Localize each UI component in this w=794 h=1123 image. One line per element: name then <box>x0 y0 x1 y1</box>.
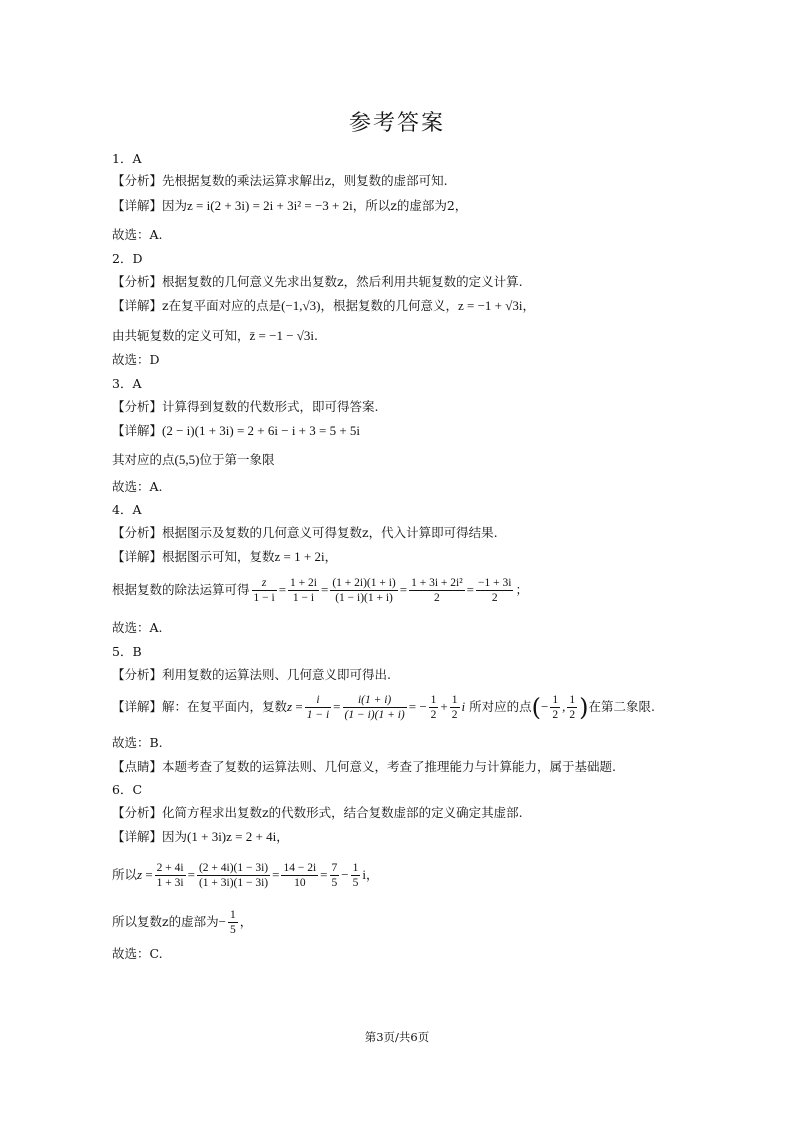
q5-point-y <box>567 693 577 722</box>
q2-line2-math: z̄ = −1 − √3i <box>249 328 315 343</box>
q4-f2-den: 1 − i <box>292 592 315 604</box>
q6-detail <box>112 828 289 846</box>
q4-fraction-1 <box>252 576 277 605</box>
q4-detail-text-b: ， <box>324 549 338 564</box>
analysis-label: 【分析】 <box>112 173 163 188</box>
detail-label: 【详解】 <box>112 829 163 844</box>
q4-fraction-2 <box>288 576 319 605</box>
q6-line3-text-a: 所以复数z的虚部为 <box>112 914 219 929</box>
q6-f4-den: 5 <box>331 877 338 889</box>
q6-line3-text-b: ， <box>239 914 253 929</box>
q5-detail-text-c: 在第二象限. <box>588 699 655 714</box>
detail-label: 【详解】 <box>112 699 163 714</box>
analysis-label: 【分析】 <box>112 274 163 289</box>
q6-analysis <box>112 804 523 822</box>
q6-f2-num: (2 + 4i)(1 − 3i) <box>198 862 269 874</box>
analysis-label: 【分析】 <box>112 667 163 682</box>
q5-detail-text-a: 解：在复平面内，复数 <box>162 699 288 714</box>
q4-analysis <box>112 524 498 542</box>
q2-detail-text-a: z在复平面对应的点是 <box>162 298 282 313</box>
q4-detail <box>112 548 337 566</box>
q6-fraction-4 <box>330 861 340 890</box>
q4-line2-text-a: 根据复数的除法运算可得 <box>112 582 250 597</box>
q1-head: 1．A <box>112 151 142 166</box>
q6-detail-math: (1 + 3i)z = 2 + 4i <box>187 829 277 844</box>
q5-analysis <box>112 666 391 684</box>
q4-choose: 故选：A. <box>112 620 163 635</box>
q2-analysis <box>112 273 523 291</box>
comment-label: 【点睛】 <box>112 759 163 774</box>
q3-line2-point: (5,5) <box>174 452 200 467</box>
q5-fraction-1 <box>305 693 331 722</box>
q4-f4-den: 2 <box>434 592 440 604</box>
q3-line2-text-a: 其对应的点 <box>112 452 175 467</box>
q6-f3-num: 14 − 2i <box>283 862 317 874</box>
q5-fraction-3 <box>429 693 439 722</box>
detail-label: 【详解】 <box>112 298 163 313</box>
q3-analysis-text: 计算得到复数的代数形式，即可得答案. <box>162 399 379 414</box>
q5-fraction-4 <box>450 693 460 722</box>
q6-f4-num: 7 <box>331 862 338 874</box>
q4-f4-num: 1 + 3i + 2i² <box>411 577 463 589</box>
q5-f3-den: 2 <box>430 709 437 721</box>
q4-f1-num: z <box>252 576 277 591</box>
q2-detail-text-b: ，根据复数的几何意义， <box>320 298 458 313</box>
q5-point-x <box>550 693 560 722</box>
q3-analysis <box>112 398 379 416</box>
q6-f6-num: 1 <box>229 909 236 921</box>
detail-label: 【详解】 <box>112 198 163 213</box>
q6-f1-den: 1 + 3i <box>156 877 184 889</box>
q5-detail: 【详解】解：在复平面内，复数z = $\frac{i}{1 - i}$ = $\frac{i(1 + i)}{(1 - i)(1 + i)}$ = − $\frac{1}{2}$ + $\frac{1}{2}$ i 所对应的点(− $\frac{1}{2}$ , $\frac{1}{2}$ )在第二象限. <box>112 693 655 722</box>
q1-detail-math: z = i(2 + 3i) = 2i + 3i² = −3 + 2i <box>187 198 353 213</box>
q2-detail-text-c: ， <box>522 298 536 313</box>
q6-line3: 所以复数z的虚部为− $\frac{1}{5}$ ， <box>112 909 253 936</box>
q6-f3-den: 10 <box>294 877 306 889</box>
q6-f5-num: 1 <box>352 862 359 874</box>
q5-f3-num: 1 <box>430 694 437 706</box>
analysis-label: 【分析】 <box>112 805 163 820</box>
q5-detail-text-b: 所对应的点 <box>469 699 532 714</box>
q5-comment <box>112 758 616 776</box>
q6-line2: 所以z = $\frac{2 + 4i}{1 + 3i}$ = $\frac{(2 + 4i)(1 - 3i)}{(1 + 3i)(1 - 3i)}$ = $\frac{14 - 2i}{10}$ = $\frac{7}{5}$ − $\frac{1}{5}$ i， <box>112 862 379 889</box>
q6-detail-text-a: 因为 <box>162 829 188 844</box>
q2-detail <box>112 297 535 315</box>
q6-fraction-1 <box>155 861 186 890</box>
q1-detail-text-b: ，所以z的虚部为2， <box>352 198 468 213</box>
q3-line2-text-b: 位于第一象限 <box>199 452 275 467</box>
q1-analysis <box>112 172 448 190</box>
q1-detail-text-a: 因为 <box>162 198 188 213</box>
q5-head: 5．B <box>112 644 142 659</box>
q2-line2 <box>112 327 318 345</box>
q4-analysis-text: 根据图示及复数的几何意义可得复数z，代入计算即可得结果. <box>162 525 498 540</box>
q2-choose: 故选：D <box>112 352 160 367</box>
q6-analysis-text: 化简方程求出复数z的代数形式，结合复数虚部的定义确定其虚部. <box>162 805 523 820</box>
analysis-label: 【分析】 <box>112 525 163 540</box>
q4-f1-den: 1 − i <box>253 592 275 604</box>
q6-head: 6．C <box>112 782 143 797</box>
q3-head: 3．A <box>112 376 142 391</box>
q5-f2-den: (1 − i)(1 + i) <box>344 709 405 721</box>
q5-choose: 故选：B. <box>112 735 163 750</box>
q5-py-num: 1 <box>569 694 576 706</box>
q2-detail-point: (−1,√3) <box>281 298 321 313</box>
q4-head: 4．A <box>112 502 142 517</box>
q5-px-den: 2 <box>552 709 559 721</box>
q6-fraction-3 <box>281 861 318 890</box>
page-footer: 第3页/共6页 <box>364 1030 430 1044</box>
q4-fraction-3 <box>330 576 397 605</box>
page-title: 参考答案 <box>348 111 445 136</box>
q5-analysis-text: 利用复数的运算法则、几何意义即可得出. <box>162 667 391 682</box>
q6-fraction-2 <box>197 861 270 890</box>
detail-label: 【详解】 <box>112 549 163 564</box>
q2-analysis-text: 根据复数的几何意义先求出复数z，然后利用共轭复数的定义计算. <box>162 274 523 289</box>
q6-choose: 故选：C. <box>112 946 163 961</box>
q6-line2-text-a: 所以 <box>112 867 138 882</box>
q2-line2-text-a: 由共轭复数的定义可知， <box>112 328 250 343</box>
q6-f2-den: (1 + 3i)(1 − 3i) <box>198 877 269 889</box>
q3-line2 <box>112 451 274 469</box>
q4-f5-num: −1 + 3i <box>478 577 512 589</box>
q1-choose: 故选：A. <box>112 227 163 242</box>
q4-detail-math: z = 1 + 2i <box>274 549 325 564</box>
q5-fraction-2 <box>343 693 407 722</box>
q6-detail-text-b: ， <box>276 829 289 844</box>
q6-fraction-6 <box>228 908 238 937</box>
q4-f3-den: (1 − i)(1 + i) <box>335 592 393 604</box>
q4-f3-num: (1 + 2i)(1 + i) <box>332 577 396 589</box>
q4-f2-num: 1 + 2i <box>290 577 317 589</box>
q4-line2-text-b: ； <box>515 582 528 597</box>
q3-choose: 故选：A. <box>112 479 163 494</box>
q3-detail <box>112 422 360 440</box>
q4-line2: 根据复数的除法运算可得 $\frac{z}{1 - i}$ = $\frac{1 + 2i}{1 - i}$ = $\frac{(1 + 2i)(1 + i)}{(1 - i)(1 + i)}$ = $\frac{\text{1 + 3i + 2i²}}{2}$ = $\frac{-1 + 3i}{2}$ ； <box>112 577 528 604</box>
q5-f4-den: 2 <box>451 709 458 721</box>
q6-f1-num: 2 + 4i <box>156 862 184 874</box>
q2-head: 2．D <box>112 251 143 266</box>
q5-px-num: 1 <box>552 694 559 706</box>
q1-detail <box>112 197 467 215</box>
q5-f2-num: i(1 + i) <box>343 693 407 708</box>
q6-f6-den: 5 <box>229 924 236 936</box>
q3-detail-math: (2 − i)(1 + 3i) = 2 + 6i − i + 3 = 5 + 5i <box>162 423 361 438</box>
q4-fraction-5 <box>476 576 513 605</box>
q5-f1-den: 1 − i <box>306 709 330 721</box>
q6-line2-text-b: ， <box>365 867 379 882</box>
q1-analysis-text: 先根据复数的乘法运算求解出z，则复数的虚部可知. <box>162 173 448 188</box>
q4-detail-text-a: 根据图示可知，复数 <box>162 549 275 564</box>
q4-f5-den: 2 <box>491 592 498 604</box>
q5-py-den: 2 <box>569 709 576 721</box>
q5-f1-num: i <box>305 693 331 708</box>
q6-fraction-5 <box>351 861 361 890</box>
q5-comment-text: 本题考查了复数的运算法则、几何意义，考查了推理能力与计算能力，属于基础题. <box>162 759 616 774</box>
detail-label: 【详解】 <box>112 423 163 438</box>
q4-fraction-4 <box>409 576 465 605</box>
q5-f4-num: 1 <box>451 694 458 706</box>
q2-detail-z: z = −1 + √3i <box>458 298 523 313</box>
q6-f5-den: 5 <box>352 877 359 889</box>
analysis-label: 【分析】 <box>112 399 163 414</box>
q2-line2-text-b: . <box>314 328 319 343</box>
